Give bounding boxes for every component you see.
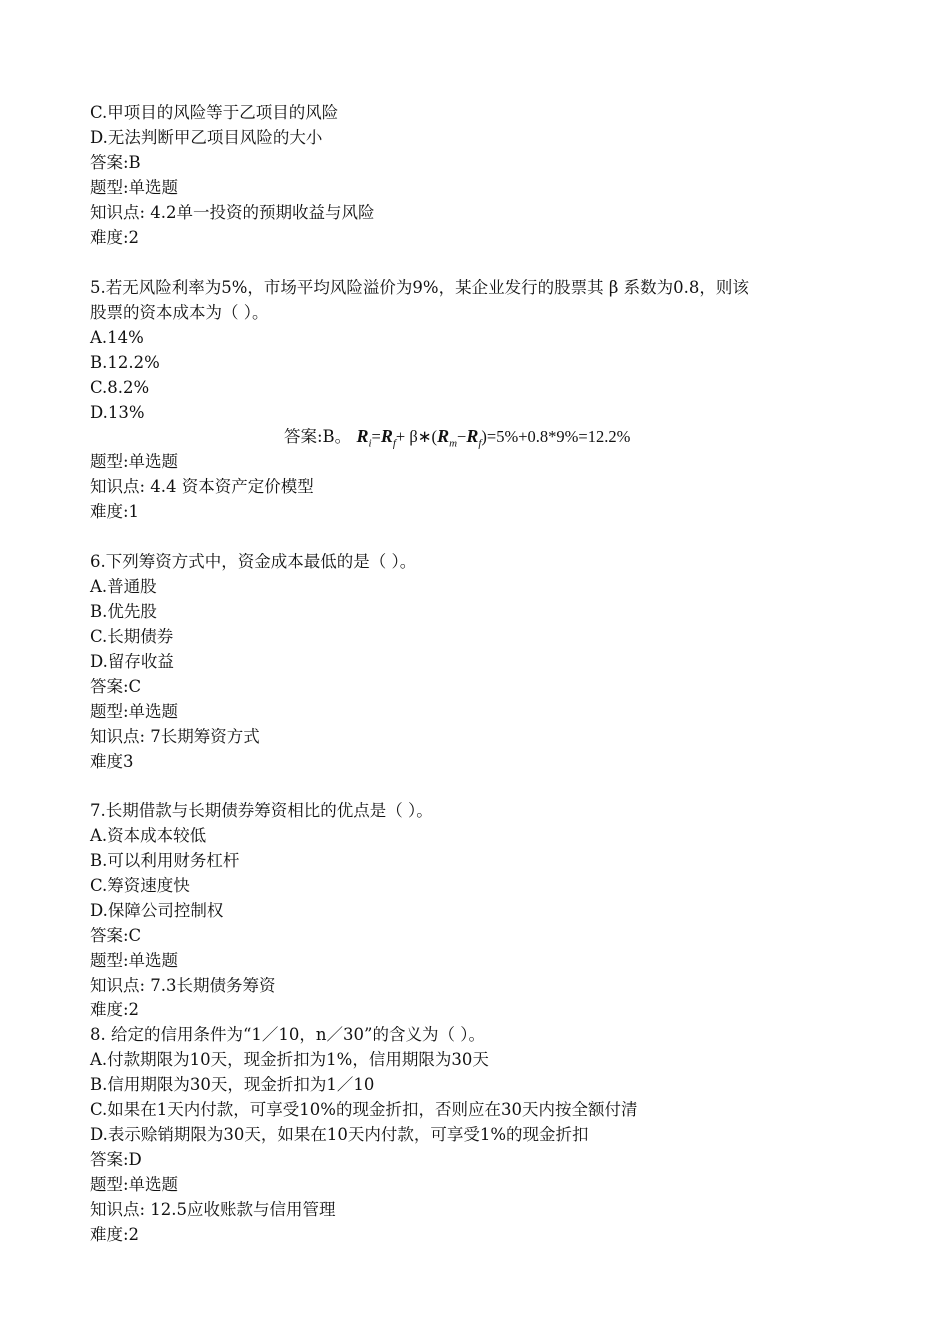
answer-q7: 答案:C	[90, 926, 142, 945]
answer-q5-formula	[284, 426, 630, 453]
question-5-line-2: 股票的资本成本为（ ）。	[90, 303, 269, 322]
type-q8: 题型:单选题	[90, 1175, 179, 1194]
knowledge-q4: 知识点: 4.2单一投资的预期收益与风险	[90, 203, 375, 222]
knowledge-q5: 知识点: 4.4 资本资产定价模型	[90, 477, 314, 496]
type-q7: 题型:单选题	[90, 951, 179, 970]
option-d-q4: D.无法判断甲乙项目风险的大小	[90, 128, 323, 147]
option-c-q8: C.如果在1天内付款，可享受10%的现金折扣，否则应在30天内按全额付清	[90, 1100, 638, 1119]
answer-q4: 答案:B	[90, 153, 141, 172]
option-d-q7: D.保障公司控制权	[90, 901, 224, 920]
knowledge-q6: 知识点: 7长期筹资方式	[90, 727, 260, 746]
question-6: 6.下列筹资方式中，资金成本最低的是（ ）。	[90, 552, 417, 571]
question-7: 7.长期借款与长期债券筹资相比的优点是（ ）。	[90, 801, 433, 820]
type-q5: 题型:单选题	[90, 452, 179, 471]
question-8: 8. 给定的信用条件为“1／10，n／30”的含义为（ ）。	[90, 1025, 485, 1044]
option-a-q8: A.付款期限为10天，现金折扣为1%，信用期限为30天	[90, 1050, 489, 1069]
answer-q6: 答案:C	[90, 677, 142, 696]
option-c-q5: C.8.2%	[90, 378, 150, 397]
difficulty-q4: 难度:2	[90, 228, 140, 247]
option-b-q5: B.12.2%	[90, 353, 160, 372]
option-c-q7: C.筹资速度快	[90, 876, 190, 895]
option-c-q6: C.长期债券	[90, 627, 174, 646]
type-q6: 题型:单选题	[90, 702, 179, 721]
option-a-q7: A.资本成本较低	[90, 826, 207, 845]
difficulty-q8: 难度:2	[90, 1225, 140, 1244]
option-d-q5: D.13%	[90, 403, 145, 422]
answer-q8: 答案:D	[90, 1150, 142, 1169]
answer-q5-prefix: 答案:B。	[284, 427, 352, 446]
option-d-q8: D.表示赊销期限为30天，如果在10天内付款，可享受1%的现金折扣	[90, 1125, 589, 1144]
capm-formula: $R_i=R_f+$ $\beta∗(R_m-R_f)=5\%+0.8*9\%=12.2\%$	[356, 426, 631, 450]
difficulty-q7: 难度:2	[90, 1000, 140, 1019]
option-b-q7: B.可以利用财务杠杆	[90, 851, 240, 870]
option-a-q5: A.14%	[90, 328, 144, 347]
option-b-q8: B.信用期限为30天，现金折扣为1／10	[90, 1075, 375, 1094]
option-b-q6: B.优先股	[90, 602, 157, 621]
difficulty-q6: 难度3	[90, 752, 134, 771]
option-a-q6: A.普通股	[90, 577, 157, 596]
knowledge-q8: 知识点: 12.5应收账款与信用管理	[90, 1200, 336, 1219]
knowledge-q7: 知识点: 7.3长期债务筹资	[90, 976, 276, 995]
difficulty-q5: 难度:1	[90, 502, 140, 521]
type-q4: 题型:单选题	[90, 178, 179, 197]
option-d-q6: D.留存收益	[90, 652, 174, 671]
question-5-line-1: 5.若无风险利率为5%，市场平均风险溢价为9%，某企业发行的股票其 β 系数为0.8，则该	[90, 278, 749, 297]
option-c-q4: C.甲项目的风险等于乙项目的风险	[90, 103, 339, 122]
